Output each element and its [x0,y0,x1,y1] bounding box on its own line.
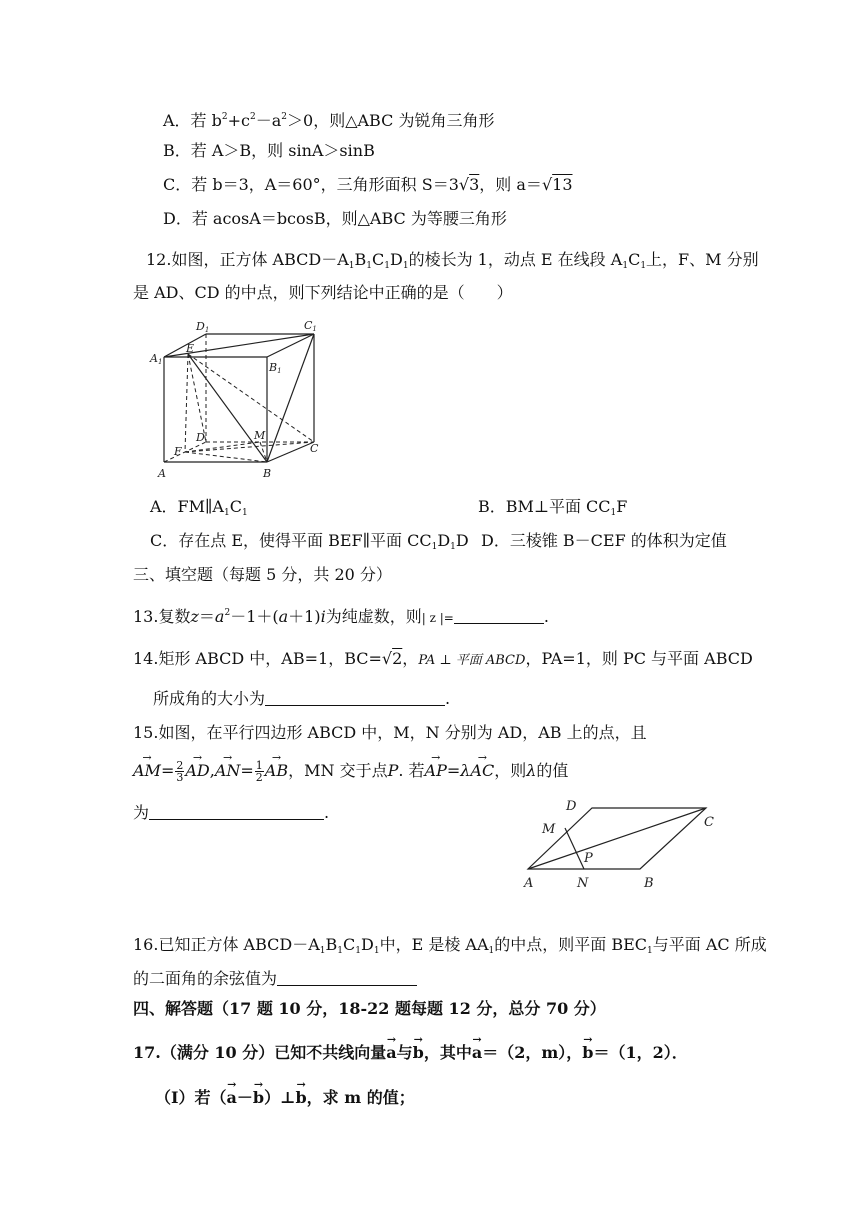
label-c1: C1 [304,319,317,333]
q12-stem-line1: 12.如图，正方体 $ABCD-A_1B_1C_1D_1$的棱长为 1，动点 E 在线段 $A_1C_1$上，F、M 分别 [146,250,759,271]
section-3-heading: 三、填空题（每题 5 分，共 20 分） [133,565,392,584]
sqrt-sign: √ [458,175,470,194]
label-d1: D1 [196,320,210,334]
label-b1: B1 [269,361,282,375]
label-m: M [254,429,266,442]
q15-line1: 15.如图，在平行四边形 ABCD 中，M，N 分别为 AD，AB 上的点，且 [133,723,647,742]
q15-line3: 为 . [133,803,330,822]
label-a: A [158,467,166,480]
pg-label-a: A [524,876,534,891]
sqrt-sign: √ [381,649,393,668]
pg-label-d: D [566,799,577,814]
q16-line1: 16.已知正方体 $ABCD-A_1B_1C_1D_1$中，E 是棱 $AA_1$的中点，则平面 $BEC_1$与平面 AC 所成 [133,935,767,956]
q12-option-d: D．三棱锥 B－CEF 的体积为定值 [481,531,727,550]
q11-option-c: C．若 b＝3，A＝60°，三角形面积 S＝3√3，则 a＝√13 [163,175,573,194]
label-c: C [310,442,319,455]
q11-option-b: B．若 A＞B，则 sinA＞sinB [163,141,375,160]
pg-label-c: C [704,815,714,830]
label-a1: A1 [150,352,163,366]
q13: 13.复数$z=a^2-1+(a+1)i$为纯虚数，则| z |= . [133,607,549,626]
label-d: D [196,431,205,444]
q11-option-d: D．若 acosA＝bcosB，则△ABC 为等腰三角形 [163,209,507,228]
q14-line2: 所成角的大小为 . [153,689,451,708]
q16-blank[interactable] [277,969,417,986]
q12-option-b: B．BM⊥平面 $CC_1F$ [478,497,628,518]
section-4-heading: 四、解答题（17 题 10 分，18-22 题每题 12 分，总分 70 分） [133,999,606,1018]
q16-line2: 的二面角的余弦值为 [133,968,417,990]
pg-label-n: N [577,876,589,891]
q11-option-a: A．若 $b^2+c^2-a^2>0$，则△ABC 为锐角三角形 [163,111,495,130]
q12-stem-line2: 是 AD、CD 的中点，则下列结论中正确的是（ ） [133,283,513,302]
q17-part1: （Ⅰ）若（→ a－→ b）⊥→ b，求 m 的值； [155,1087,415,1109]
q12-option-c: C．存在点 E，使得平面 BEF∥平面 $CC_1D_1D$ [150,531,469,552]
q15-line2: → AM= $\frac{2}{3}$ → AD,→ AN= $\frac{1}{2}$ → AB，MN 交于点P. 若→ AP=λ→ AC，则λ的值 [133,760,568,783]
q12-option-a: A．$FM\parallel A_1C_1$ [150,497,248,518]
label-b: B [263,467,272,480]
label-e: E [186,342,195,355]
sqrt-sign: √ [541,175,553,194]
q14-line1: 14.矩形 ABCD 中，AB=1，BC=√2，PA ⊥ 平面 ABCD，PA=1，则 PC 与平面 ABCD [133,649,753,668]
pg-label-m: M [542,822,556,837]
label-f: F [174,445,182,458]
q17-stem: 17.（满分 10 分）已知不共线向量→ a与→ b，其中→ a＝（2，m），→ b＝（1，2）． [133,1042,688,1064]
pg-label-p: P [584,851,593,866]
pg-label-b: B [644,876,654,891]
